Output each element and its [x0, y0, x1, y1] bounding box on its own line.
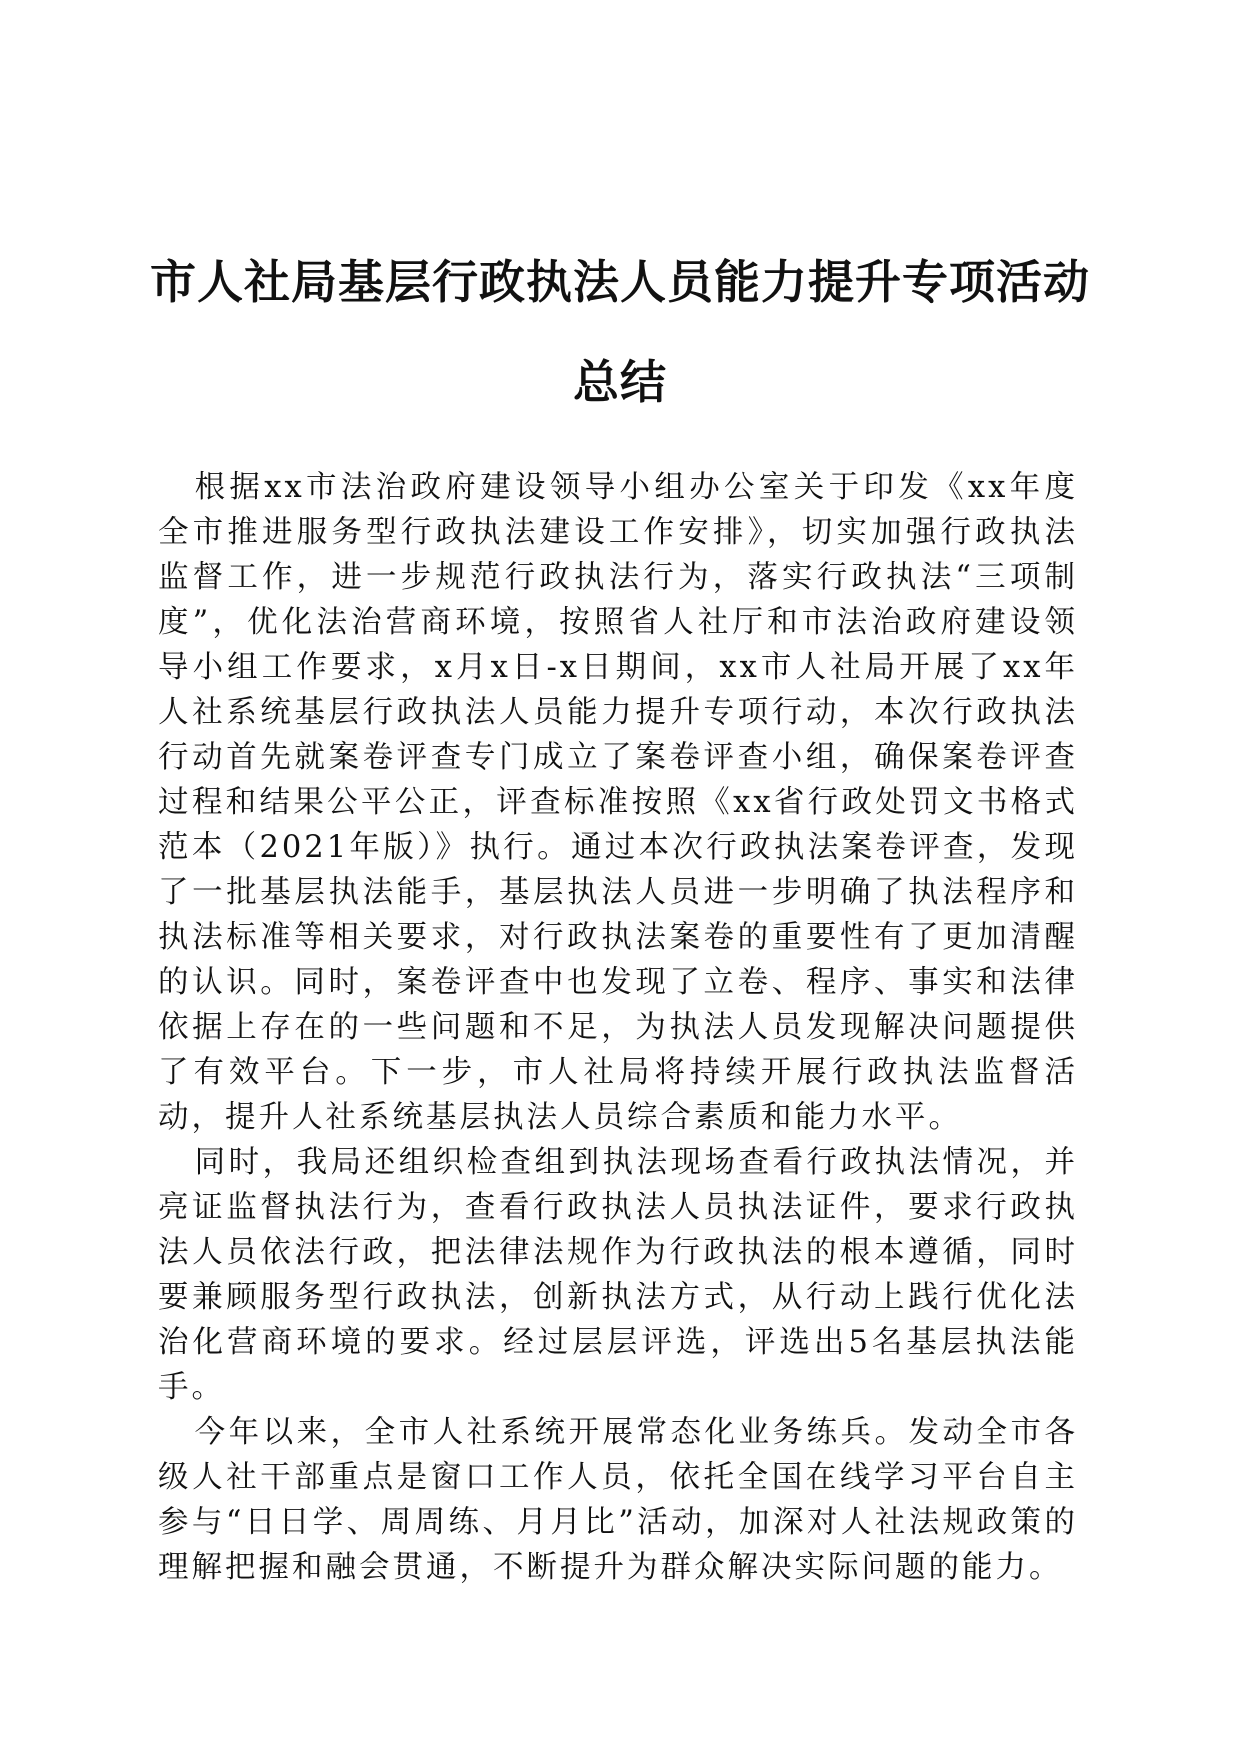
document-title	[150, 232, 1090, 432]
title-line-2: 总结	[573, 355, 667, 409]
paragraph-2: 同时，我局还组织检查组到执法现场查看行政执法情况，并亮证监督执法行为，查看行政执法人员执法证件，要求行政执法人员依法行政，把法律法规作为行政执法的根本遵循，同时要兼顾服务型行政执法，创新执法方式，从行动上践行优化法治化营商环境的要求。经过层层评选，评选出5名基层执法能手。	[158, 1145, 1078, 1405]
title-line-1: 市人社局基层行政执法人员能力提升专项活动	[150, 255, 1090, 309]
paragraph-3: 今年以来，全市人社系统开展常态化业务练兵。发动全市各级人社干部重点是窗口工作人员，依托全国在线学习平台自主参与“日日学、周周练、月月比”活动，加深对人社法规政策的理解把握和融会贯通，不断提升为群众解决实际问题的能力。	[158, 1415, 1078, 1585]
paragraph-1: 根据xx市法治政府建设领导小组办公室关于印发《xx年度全市推进服务型行政执法建设工作安排》，切实加强行政执法监督工作，进一步规范行政执法行为，落实行政执法“三项制度”，优化法治营商环境，按照省人社厅和市法治政府建设领导小组工作要求，x月x日-x日期间，xx市人社局开展了xx年人社系统基层行政执法人员能力提升专项行动，本次行政执法行动首先就案卷评查专门成立了案卷评查小组，确保案卷评查过程和结果公平公正，评查标准按照《xx省行政处罚文书格式范本（2021年版）》执行。通过本次行政执法案卷评查，发现了一批基层执法能手，基层执法人员进一步明确了执法程序和执法标准等相关要求，对行政执法案卷的重要性有了更加清醒的认识。同时，案卷评查中也发现了立卷、程序、事实和法律依据上存在的一些问题和不足，为执法人员发现解决问题提供了有效平台。下一步，市人社局将持续开展行政执法监督活动，提升人社系统基层执法人员综合素质和能力水平。	[158, 470, 1078, 1135]
document-body	[158, 465, 1078, 1590]
